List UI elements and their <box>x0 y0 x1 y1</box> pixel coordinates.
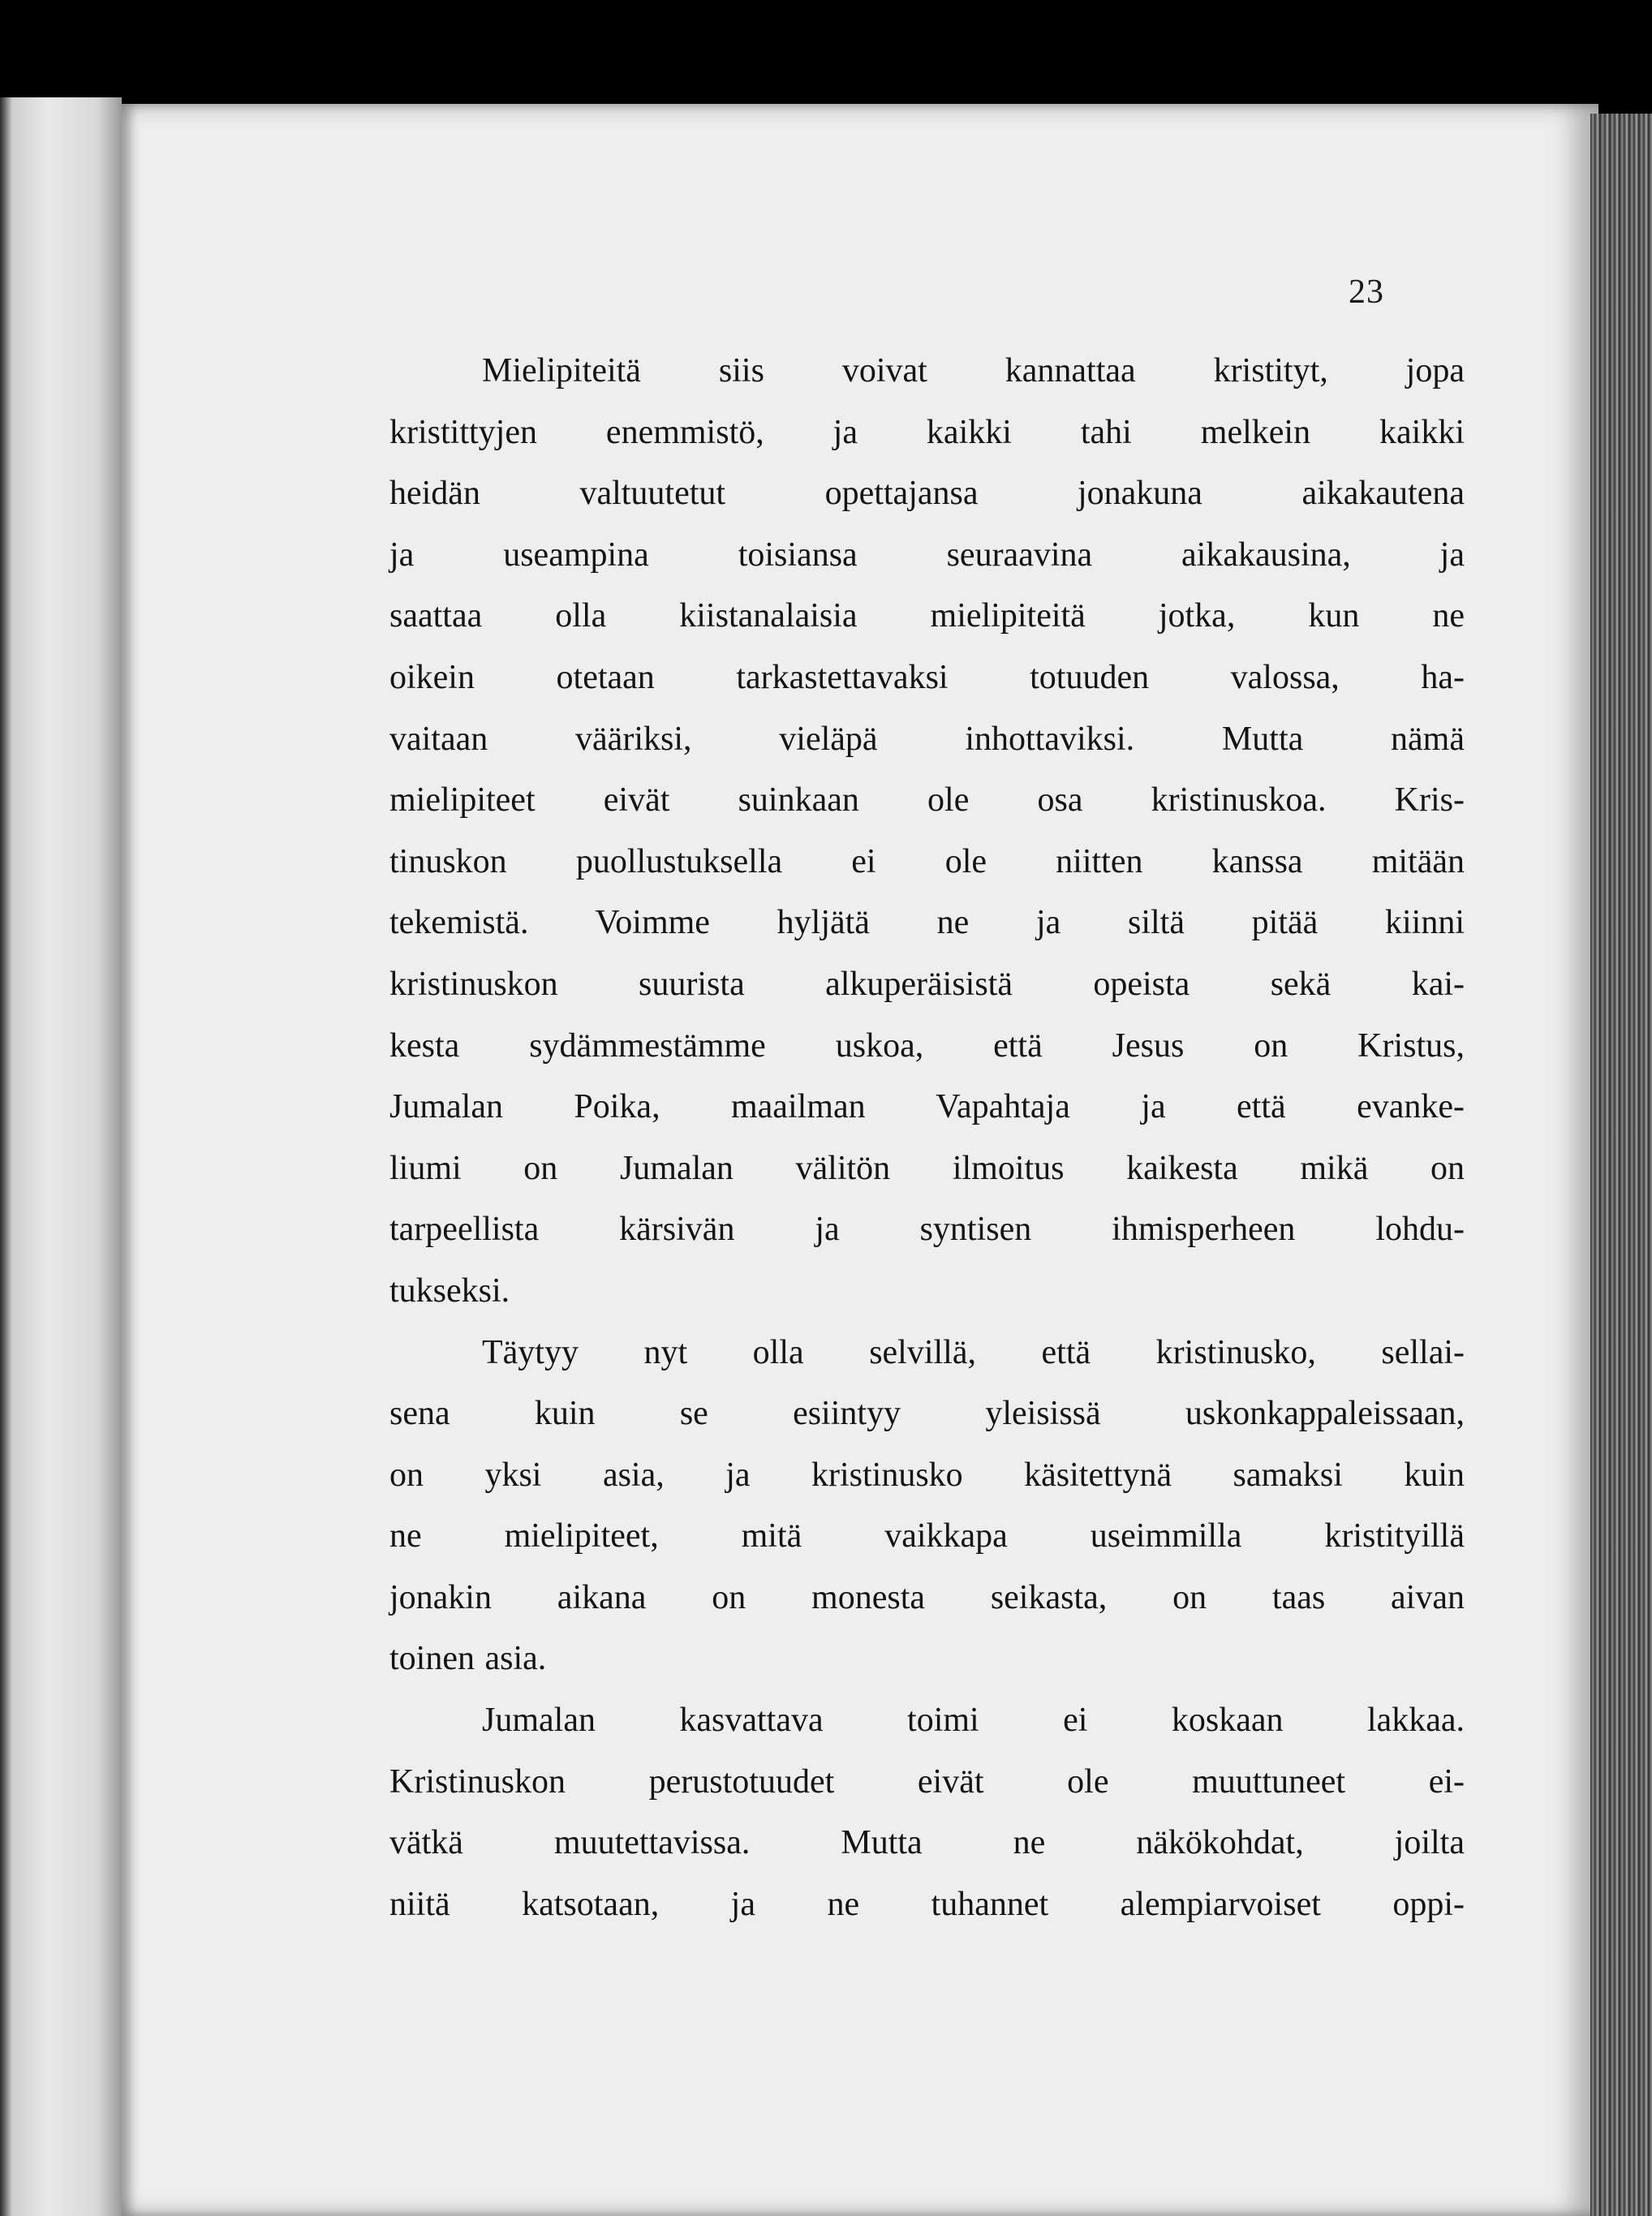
page-number: 23 <box>1349 273 1384 311</box>
body-text <box>389 341 1465 1935</box>
text-line: Jumalan Poika, maailman Vapahtaja ja että evanke- <box>389 1088 1465 1126</box>
text-line: ne mielipiteet, mitä vaikkapa useimmilla kristityillä <box>389 1517 1465 1556</box>
text-line: tekemistä. Voimme hyljätä ne ja siltä pitää kiinni <box>389 904 1465 942</box>
right-page-edge <box>1590 114 1652 2216</box>
paragraph-2 <box>389 1323 1465 1691</box>
text-line: tinuskon puollustuksella ei ole niitten kanssa mitään <box>389 842 1465 880</box>
text-line: oikein otetaan tarkastettavaksi totuuden valossa, ha- <box>389 658 1465 696</box>
text-line: niitä katsotaan, ja ne tuhannet alempiarvoiset oppi- <box>389 1885 1465 1923</box>
text-line: Jumalan kasvattava toimi ei koskaan lakkaa. <box>482 1702 1465 1740</box>
text-line: vätkä muutettavissa. Mutta ne näkökohdat, joilta <box>389 1824 1465 1862</box>
text-line: kristinuskon suurista alkuperäisistä opeista sekä kai- <box>389 965 1465 1003</box>
text-line: saattaa olla kiistanalaisia mielipiteitä jotka, kun ne <box>389 597 1465 635</box>
text-line: jonakin aikana on monesta seikasta, on taas aivan <box>389 1578 1465 1616</box>
text-line: sena kuin se esiintyy yleisissä uskonkappaleissaan, <box>389 1395 1465 1433</box>
text-line: ja useampina toisiansa seuraavina aikakausina, ja <box>389 536 1465 574</box>
text-line: liumi on Jumalan välitön ilmoitus kaikesta mikä on <box>389 1149 1465 1187</box>
text-line: vaitaan vääriksi, vieläpä inhottaviksi. Mutta nämä <box>389 720 1465 758</box>
text-line: mielipiteet eivät suinkaan ole osa kristinuskoa. Kris- <box>389 781 1465 820</box>
text-line: kesta sydämmestämme uskoa, että Jesus on Kristus, <box>389 1026 1465 1065</box>
text-line: on yksi asia, ja kristinusko käsitettynä samaksi kuin <box>389 1456 1465 1494</box>
text-line: Mielipiteitä siis voivat kannattaa kristityt, jopa <box>482 352 1465 389</box>
text-line: tukseksi. <box>389 1272 510 1310</box>
text-line: Täytyy nyt olla selvillä, että kristinusko, sellai- <box>482 1333 1465 1371</box>
text-line: Kristinuskon perustotuudet eivät ole muuttuneet ei- <box>389 1762 1465 1801</box>
text-line: heidän valtuutetut opettajansa jonakuna aikakautena <box>389 475 1465 513</box>
paragraph-1 <box>389 341 1465 1323</box>
text-line: kristittyjen enemmistö, ja kaikki tahi melkein kaikki <box>389 413 1465 451</box>
text-line: toinen asia. <box>389 1640 547 1678</box>
paragraph-3 <box>389 1690 1465 1935</box>
left-page-edge <box>0 97 122 2216</box>
text-line: tarpeellista kärsivän ja syntisen ihmisperheen lohdu- <box>389 1211 1465 1249</box>
